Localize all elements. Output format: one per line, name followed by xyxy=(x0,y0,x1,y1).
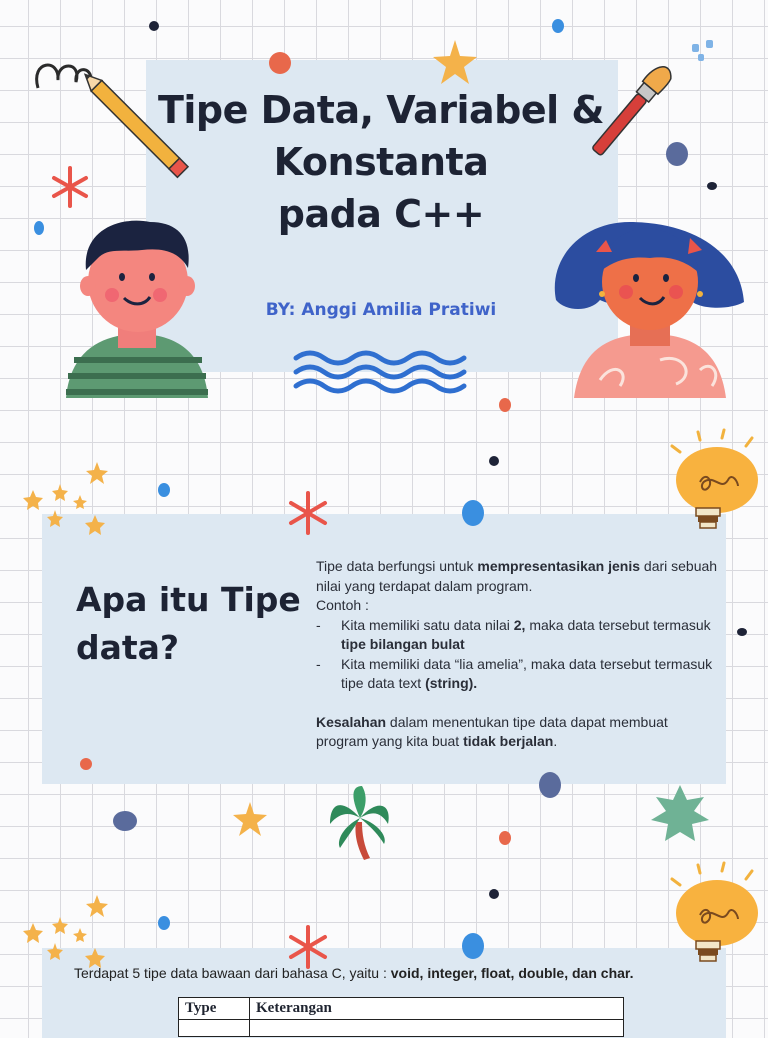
table-cell xyxy=(250,1020,624,1037)
table-row xyxy=(179,1020,624,1037)
title-line-1: Tipe Data, Variabel & xyxy=(157,88,605,132)
palm-tree-icon xyxy=(330,786,389,860)
bold-run: mempresentasikan jenis xyxy=(477,558,641,574)
text-run: Terdapat 5 tipe data bawaan dari bahasa C, yaitu : xyxy=(74,965,391,981)
author-byline: BY: Anggi Amilia Pratiwi xyxy=(265,300,497,320)
bold-run: tipe bilangan bulat xyxy=(341,636,465,652)
bold-run: 2, xyxy=(513,616,526,633)
title-line-3: pada C++ xyxy=(277,192,485,236)
list-item xyxy=(316,655,722,694)
types-intro xyxy=(74,965,734,981)
lightbulb-icon xyxy=(672,430,758,528)
title-line-2: Konstanta xyxy=(273,140,489,184)
lightbulb-icon-2 xyxy=(672,863,758,961)
table-header-row xyxy=(179,998,624,1020)
example-list xyxy=(316,616,722,694)
text-run: . xyxy=(553,733,558,749)
wave-decoration xyxy=(296,353,464,391)
column-header-keterangan: Keterangan xyxy=(250,998,624,1020)
bold-run: void, integer, float, double, dan char. xyxy=(390,965,634,981)
section-body xyxy=(316,557,722,752)
text-run: maka data tersebut termasuk xyxy=(525,616,711,633)
page-title xyxy=(150,84,612,240)
list-item xyxy=(316,616,722,655)
definition-paragraph xyxy=(316,557,722,596)
text-run: Kita memiliki data “lia amelia”, maka data tersebut termasuk tipe data text xyxy=(341,655,713,691)
bold-run: Kesalahan xyxy=(316,713,387,730)
text-run: Tipe data berfungsi untuk xyxy=(316,558,478,574)
text-run: Kita memiliki satu data nilai xyxy=(341,616,514,633)
column-header-type: Type xyxy=(179,998,250,1020)
contoh-label: Contoh : xyxy=(316,597,369,613)
text-run: dari sebuah nilai yang terdapat dalam program. xyxy=(316,558,718,594)
section-heading: Apa itu Tipe data? xyxy=(76,580,301,667)
bold-run: tidak berjalan xyxy=(463,733,554,749)
table-cell xyxy=(179,1020,250,1037)
types-table xyxy=(178,997,624,1037)
warning-paragraph xyxy=(316,713,722,752)
spacer xyxy=(316,694,722,713)
bold-run: (string). xyxy=(425,675,478,691)
text-run: dalam menentukan tipe data dapat membuat program yang kita buat xyxy=(316,713,668,749)
